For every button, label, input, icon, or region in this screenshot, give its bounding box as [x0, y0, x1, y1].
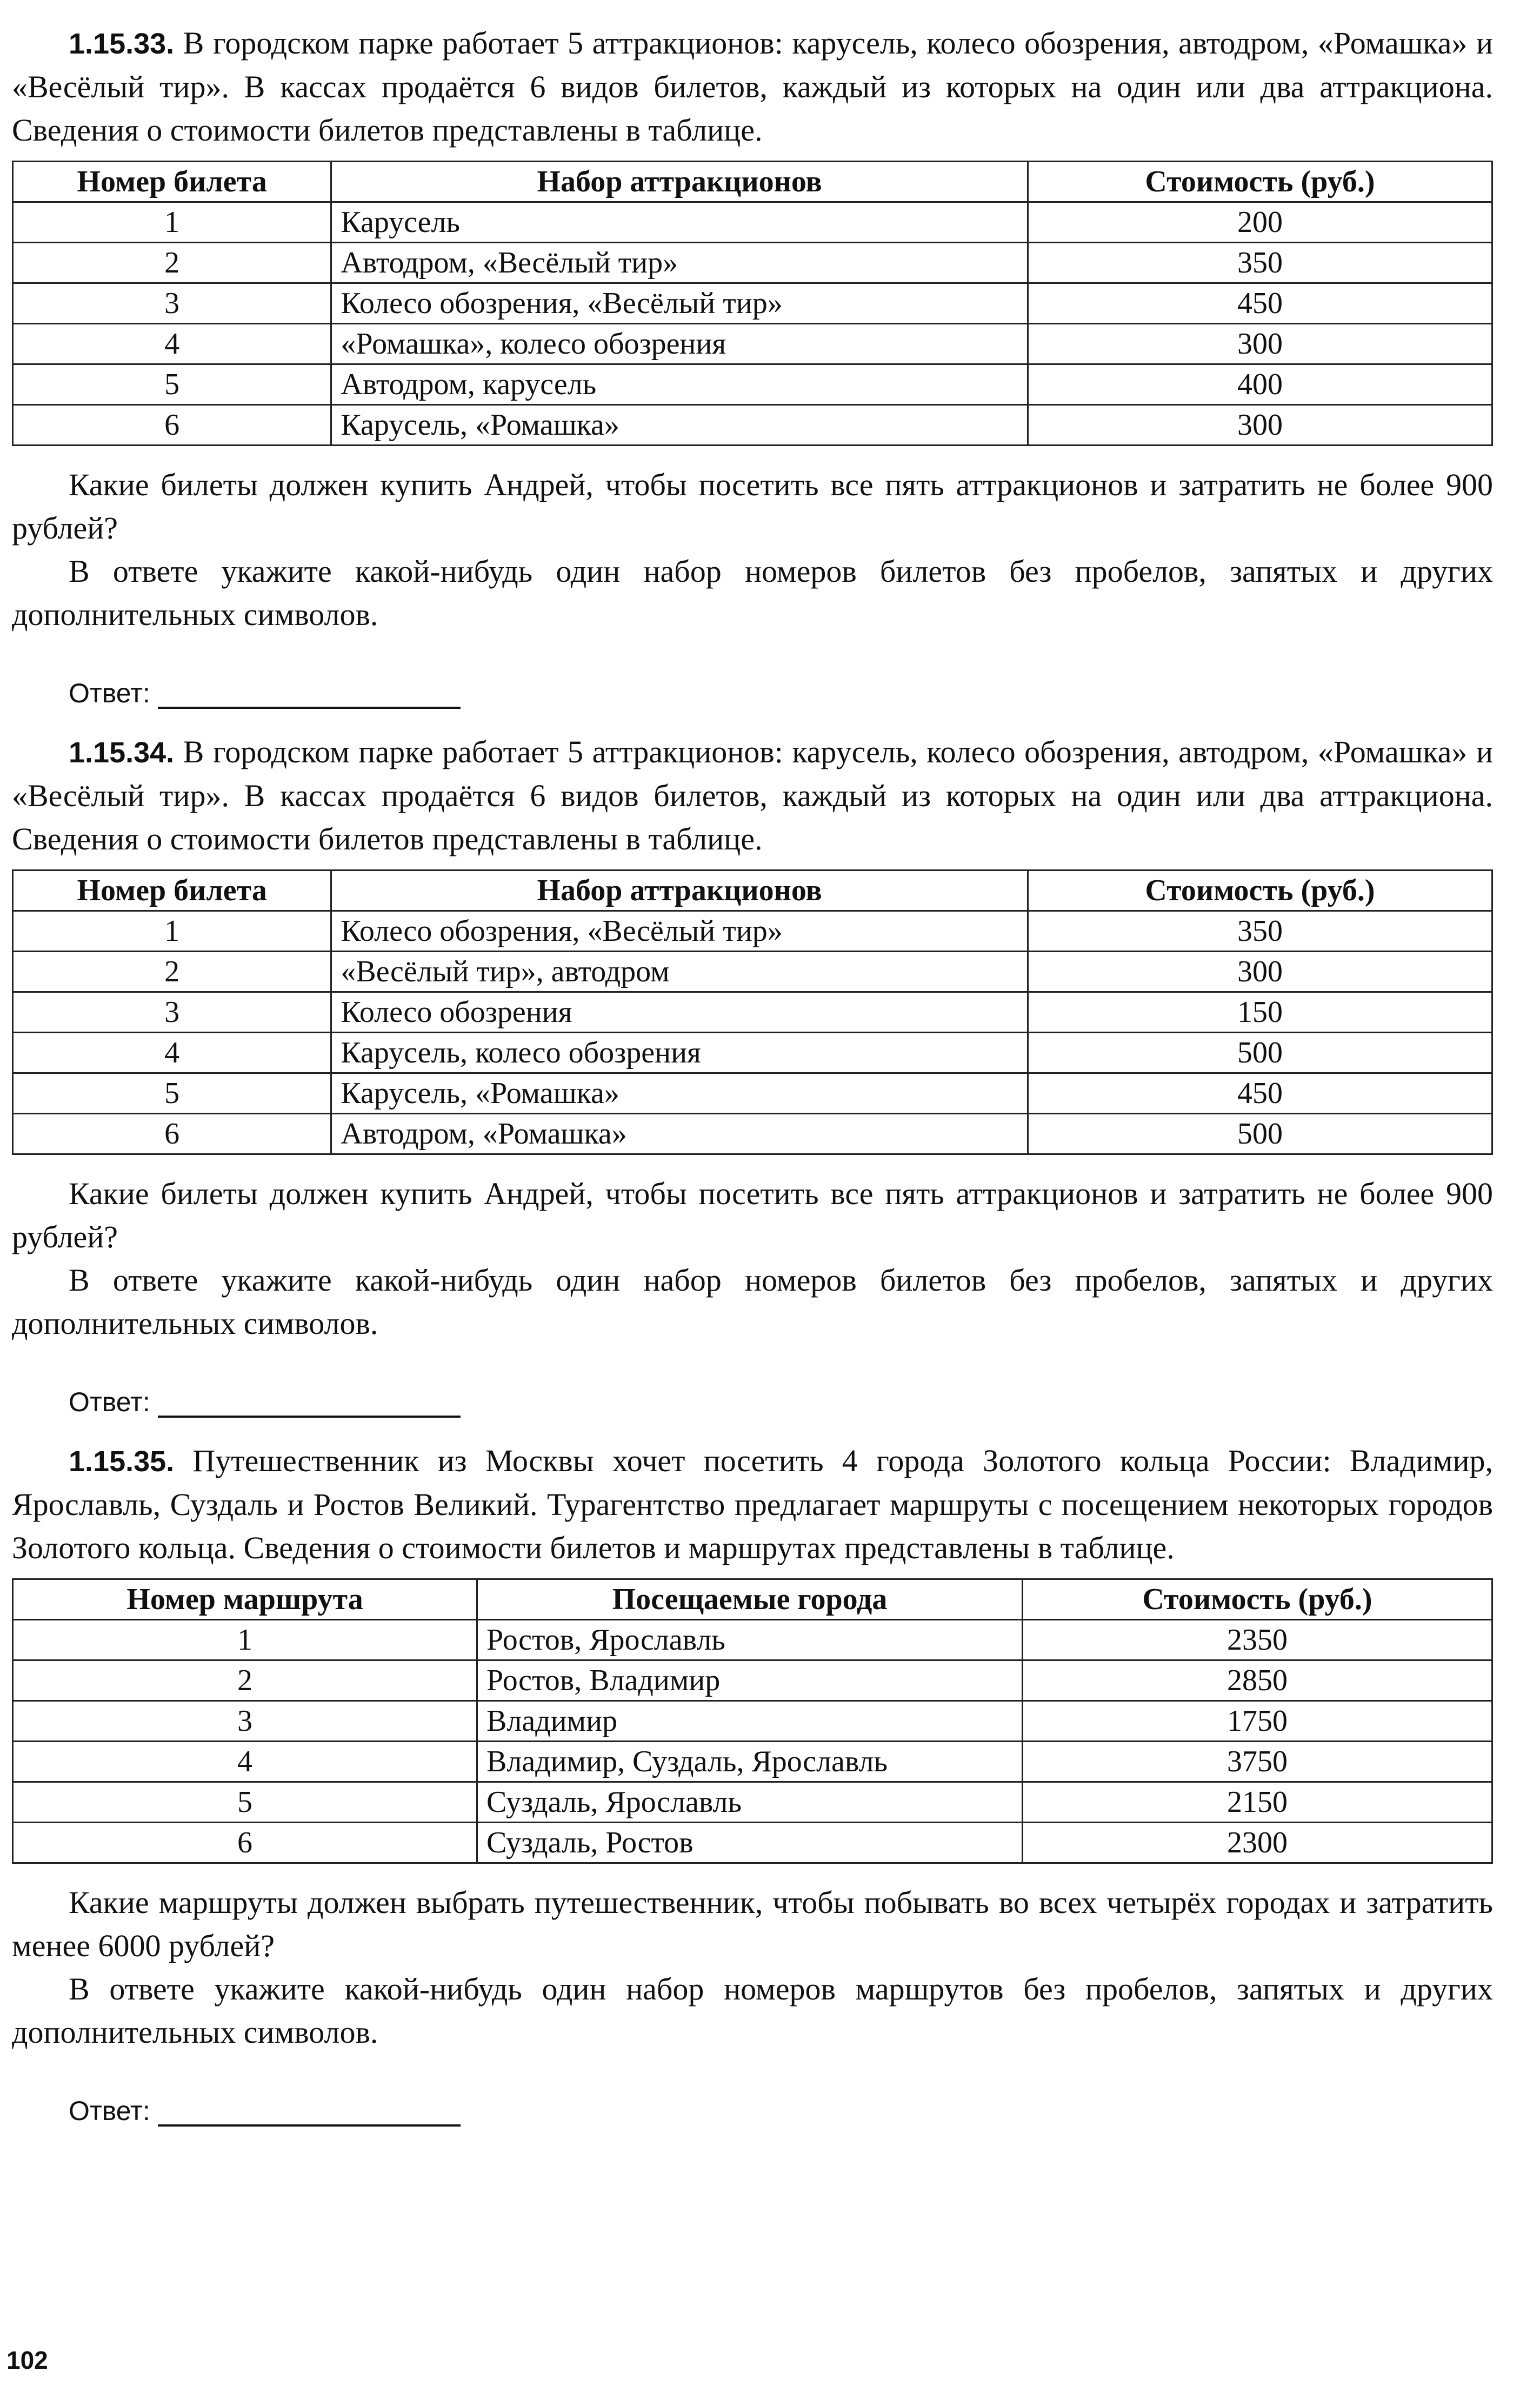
- answer-field[interactable]: [69, 660, 1493, 709]
- problem-question: Какие билеты должен купить Андрей, чтобы посетить все пять аттракционов и затратить не более 900 рублей?: [12, 467, 1493, 546]
- column-header: Посещаемые города: [477, 1579, 1023, 1620]
- table-cell: «Ромашка», колесо обозрения: [331, 324, 1028, 364]
- table-cell: 1: [13, 202, 331, 243]
- table-cell: «Весёлый тир», автодром: [331, 952, 1028, 992]
- table-cell: 1: [13, 911, 331, 952]
- table-cell: Ростов, Ярославль: [477, 1620, 1023, 1660]
- problem-question: Какие билеты должен купить Андрей, чтобы посетить все пять аттракционов и затратить не более 900 рублей?: [12, 1176, 1493, 1254]
- column-header: Набор аттракционов: [331, 162, 1028, 202]
- table-cell: 3: [13, 283, 331, 324]
- table-cell: Карусель: [331, 202, 1028, 243]
- table-cell: 200: [1028, 202, 1492, 243]
- table-cell: 2: [13, 952, 331, 992]
- column-header: Набор аттракционов: [331, 871, 1028, 911]
- table-cell: 4: [13, 1742, 477, 1782]
- table-cell: 2300: [1022, 1823, 1492, 1863]
- table-cell: 450: [1028, 1073, 1492, 1114]
- table-cell: Колесо обозрения, «Весёлый тир»: [331, 283, 1028, 324]
- problem-number: 1.15.35.: [69, 1445, 175, 1478]
- table-cell: 5: [13, 364, 331, 405]
- table-cell: Ростов, Владимир: [477, 1660, 1023, 1701]
- problem-question: Какие маршруты должен выбрать путешественник, чтобы побывать во всех четырёх городах и затратить менее 6000 рублей?: [12, 1885, 1493, 1963]
- table-cell: Владимир: [477, 1701, 1023, 1742]
- table-row: [13, 1033, 1492, 1073]
- table-cell: 3: [13, 1701, 477, 1742]
- problem-intro: 1.15.34. В городском парке работает 5 аттракционов: карусель, колесо обозрения, автодром, «Ромашка» и «Весёлый тир». В кассах продаётся 6 видов билетов, каждый из которых на один или два аттракциона. Сведения о стоимости билетов представлены в таблице.: [12, 734, 1493, 856]
- table-row: [13, 1701, 1492, 1742]
- table-cell: 450: [1028, 283, 1492, 324]
- answer-field[interactable]: [69, 1369, 1493, 1418]
- table-cell: 500: [1028, 1033, 1492, 1073]
- tickets-table: [12, 869, 1493, 1155]
- table-cell: 2850: [1022, 1660, 1492, 1701]
- page-content: [12, 22, 1493, 2127]
- table-cell: Карусель, «Ромашка»: [331, 1073, 1028, 1114]
- answer-field[interactable]: [69, 2078, 1493, 2127]
- table-cell: 300: [1028, 952, 1492, 992]
- table-cell: 300: [1028, 405, 1492, 446]
- table-cell: Карусель, «Ромашка»: [331, 405, 1028, 446]
- table-row: [13, 952, 1492, 992]
- table-cell: 350: [1028, 911, 1492, 952]
- column-header: Стоимость (руб.): [1028, 871, 1492, 911]
- table-cell: Автодром, «Ромашка»: [331, 1114, 1028, 1154]
- table-row: [13, 202, 1492, 243]
- table-row: [13, 911, 1492, 952]
- table-row: [13, 1782, 1492, 1823]
- table-row: [13, 1742, 1492, 1782]
- table-cell: Колесо обозрения, «Весёлый тир»: [331, 911, 1028, 952]
- table-row: [13, 364, 1492, 405]
- table-cell: 1: [13, 1620, 477, 1660]
- table-cell: 150: [1028, 992, 1492, 1033]
- table-cell: 2150: [1022, 1782, 1492, 1823]
- table-row: [13, 405, 1492, 446]
- table-row: [13, 1114, 1492, 1154]
- table-cell: 2: [13, 243, 331, 283]
- table-cell: Автодром, карусель: [331, 364, 1028, 405]
- answer-line[interactable]: [158, 1387, 461, 1418]
- table-cell: 6: [13, 1823, 477, 1863]
- problem-1-15-33: [12, 22, 1493, 709]
- problem-1-15-34: [12, 730, 1493, 1418]
- table-row: [13, 992, 1492, 1033]
- answer-line[interactable]: [158, 679, 461, 709]
- column-header: Стоимость (руб.): [1022, 1579, 1492, 1620]
- table-cell: Колесо обозрения: [331, 992, 1028, 1033]
- table-header-row: [13, 871, 1492, 911]
- column-header: Стоимость (руб.): [1028, 162, 1492, 202]
- table-cell: 4: [13, 1033, 331, 1073]
- column-header: Номер маршрута: [13, 1579, 477, 1620]
- answer-line[interactable]: [158, 2096, 461, 2127]
- table-row: [13, 324, 1492, 364]
- answer-label: Ответ:: [69, 1387, 150, 1417]
- problem-intro: 1.15.35. Путешественник из Москвы хочет посетить 4 города Золотого кольца России: Владимир, Ярославль, Суздаль и Ростов Великий. Турагентство предлагает маршруты с посещением некоторых городов Золотого кольца. Сведения о стоимости билетов и маршрутах представлены в таблице.: [12, 1443, 1493, 1565]
- problem-instruction: В ответе укажите какой-нибудь один набор номеров маршрутов без пробелов, запятых и других дополнительных символов.: [12, 1971, 1493, 2050]
- table-row: [13, 283, 1492, 324]
- table-cell: Карусель, колесо обозрения: [331, 1033, 1028, 1073]
- answer-label: Ответ:: [69, 678, 150, 708]
- table-cell: 3750: [1022, 1742, 1492, 1782]
- table-cell: 2: [13, 1660, 477, 1701]
- routes-table: [12, 1578, 1493, 1864]
- table-cell: 2350: [1022, 1620, 1492, 1660]
- table-cell: 400: [1028, 364, 1492, 405]
- table-cell: 5: [13, 1782, 477, 1823]
- table-cell: 6: [13, 405, 331, 446]
- problem-intro: 1.15.33. В городском парке работает 5 аттракционов: карусель, колесо обозрения, автодром, «Ромашка» и «Весёлый тир». В кассах продаётся 6 видов билетов, каждый из которых на один или два аттракциона. Сведения о стоимости билетов представлены в таблице.: [12, 25, 1493, 148]
- table-cell: 500: [1028, 1114, 1492, 1154]
- problem-instruction: В ответе укажите какой-нибудь один набор номеров билетов без пробелов, запятых и других дополнительных символов.: [12, 1263, 1493, 1341]
- table-cell: Автодром, «Весёлый тир»: [331, 243, 1028, 283]
- table-cell: Суздаль, Ростов: [477, 1823, 1023, 1863]
- table-row: [13, 1620, 1492, 1660]
- table-cell: 1750: [1022, 1701, 1492, 1742]
- table-row: [13, 1823, 1492, 1863]
- table-cell: Владимир, Суздаль, Ярославль: [477, 1742, 1023, 1782]
- table-header-row: [13, 162, 1492, 202]
- table-row: [13, 243, 1492, 283]
- column-header: Номер билета: [13, 162, 331, 202]
- tickets-table: [12, 161, 1493, 446]
- table-cell: 3: [13, 992, 331, 1033]
- problem-number: 1.15.34.: [69, 736, 175, 769]
- table-cell: Суздаль, Ярославль: [477, 1782, 1023, 1823]
- table-row: [13, 1073, 1492, 1114]
- table-cell: 5: [13, 1073, 331, 1114]
- table-cell: 350: [1028, 243, 1492, 283]
- answer-label: Ответ:: [69, 2096, 150, 2126]
- problem-1-15-35: [12, 1439, 1493, 2127]
- table-cell: 300: [1028, 324, 1492, 364]
- table-cell: 6: [13, 1114, 331, 1154]
- table-row: [13, 1660, 1492, 1701]
- problem-number: 1.15.33.: [69, 28, 175, 60]
- page-number: 102: [6, 2346, 48, 2374]
- table-header-row: [13, 1579, 1492, 1620]
- column-header: Номер билета: [13, 871, 331, 911]
- table-cell: 4: [13, 324, 331, 364]
- problem-instruction: В ответе укажите какой-нибудь один набор номеров билетов без пробелов, запятых и других дополнительных символов.: [12, 554, 1493, 632]
